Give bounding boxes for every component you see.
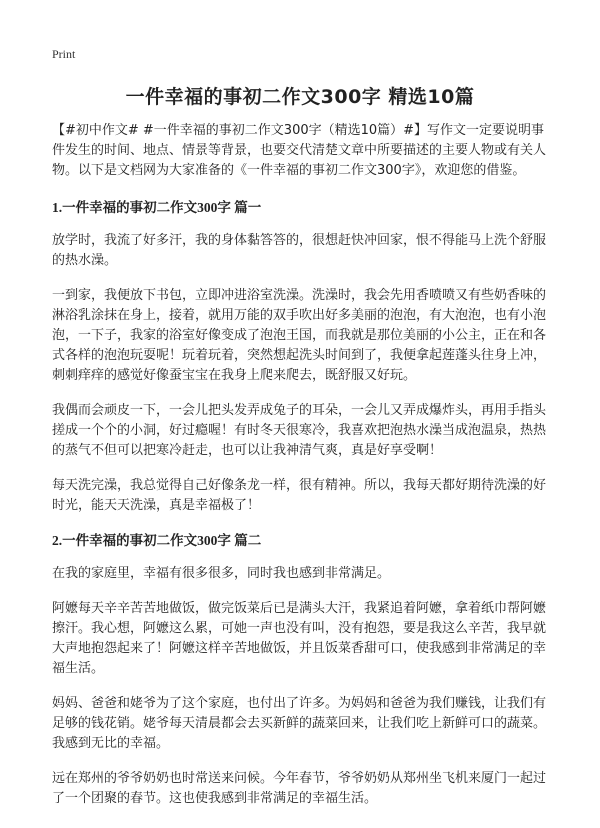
paragraph: 远在郑州的爷爷奶奶也时常送来问候。今年春节，爷爷奶奶从郑州坐飞机来厦门一起过了一个团聚的春节。这也使我感到非常满足的幸福生活。 — [52, 771, 547, 806]
page-title: 一件幸福的事初二作文300字 精选10篇 — [125, 86, 475, 108]
paragraph: 在我的家庭里，幸福有很多很多，同时我也感到非常满足。 — [52, 566, 391, 581]
section-heading: 2.一件幸福的事初二作文300字 篇二 — [52, 533, 262, 548]
paragraph: 一到家，我便放下书包，立即冲进浴室洗澡。洗澡时，我会先用香喷喷又有些奶香味的淋浴乳涂抹在身上，接着，就用万能的双手吹出好多美丽的泡泡，有大泡泡，也有小泡泡，一下子，我家的浴室好像变成了泡泡王国，而我就是那位美丽的小公主，正在和各式各样的泡泡玩耍呢！玩着玩着，突然想起洗头时间到了，我便拿起莲蓬头往身上冲，刺刺痒痒的感觉好像蚕宝宝在我身上爬来爬去，既舒服又好玩。 — [52, 288, 547, 383]
paragraph: 每天洗完澡，我总觉得自己好像条龙一样，很有精神。所以，我每天都好期待洗澡的好时光，能天天洗澡，真是幸福极了！ — [52, 478, 547, 513]
print-label: Print — [52, 47, 76, 61]
document-body — [52, 121, 550, 824]
section-1 — [52, 198, 550, 516]
intro-paragraph: 【#初中作文# #一件幸福的事初二作文300字（精选10篇）#】写作文一定要说明事件发生的时间、地点、情景等背景，也要交代清楚文章中所要描述的主要人物或有关人物。以下是文档网为大家准备的《一件幸福的事初二作文300字》，欢迎您的借鉴。 — [52, 123, 547, 178]
section-2 — [52, 531, 550, 809]
paragraph: 放学时，我流了好多汗，我的身体黏答答的，很想赶快冲回家，恨不得能马上洗个舒服的热水澡。 — [52, 233, 547, 268]
paragraph: 我偶而会顽皮一下，一会儿把头发弄成兔子的耳朵，一会儿又弄成爆炸头，再用手指头搓成一个个的小洞，好过瘾喔！有时冬天很寒冷，我喜欢把泡热水澡当成泡温泉，热热的蒸气不但可以把寒冷赶走，也可以让我神清气爽，真是好享受啊！ — [52, 403, 547, 458]
paragraph: 妈妈、爸爸和姥爷为了这个家庭，也付出了许多。为妈妈和爸爸为我们赚钱，让我们有足够的钱花销。姥爷每天清晨都会去买新鲜的蔬菜回来，让我们吃上新鲜可口的蔬菜。我感到无比的幸福。 — [52, 696, 547, 751]
paragraph: 阿嬷每天辛辛苦苦地做饭，做完饭菜后已是满头大汗，我紧追着阿嬷，拿着纸巾帮阿嬷擦汗。我心想，阿嬷这么累，可她一声也没有叫，没有抱怨，要是我这么辛苦，我早就大声地抱怨起来了！阿嬷这样辛苦地做饭，并且饭菜香甜可口，使我感到非常满足的幸福生活。 — [52, 601, 547, 676]
section-heading: 1.一件幸福的事初二作文300字 篇一 — [52, 200, 262, 215]
